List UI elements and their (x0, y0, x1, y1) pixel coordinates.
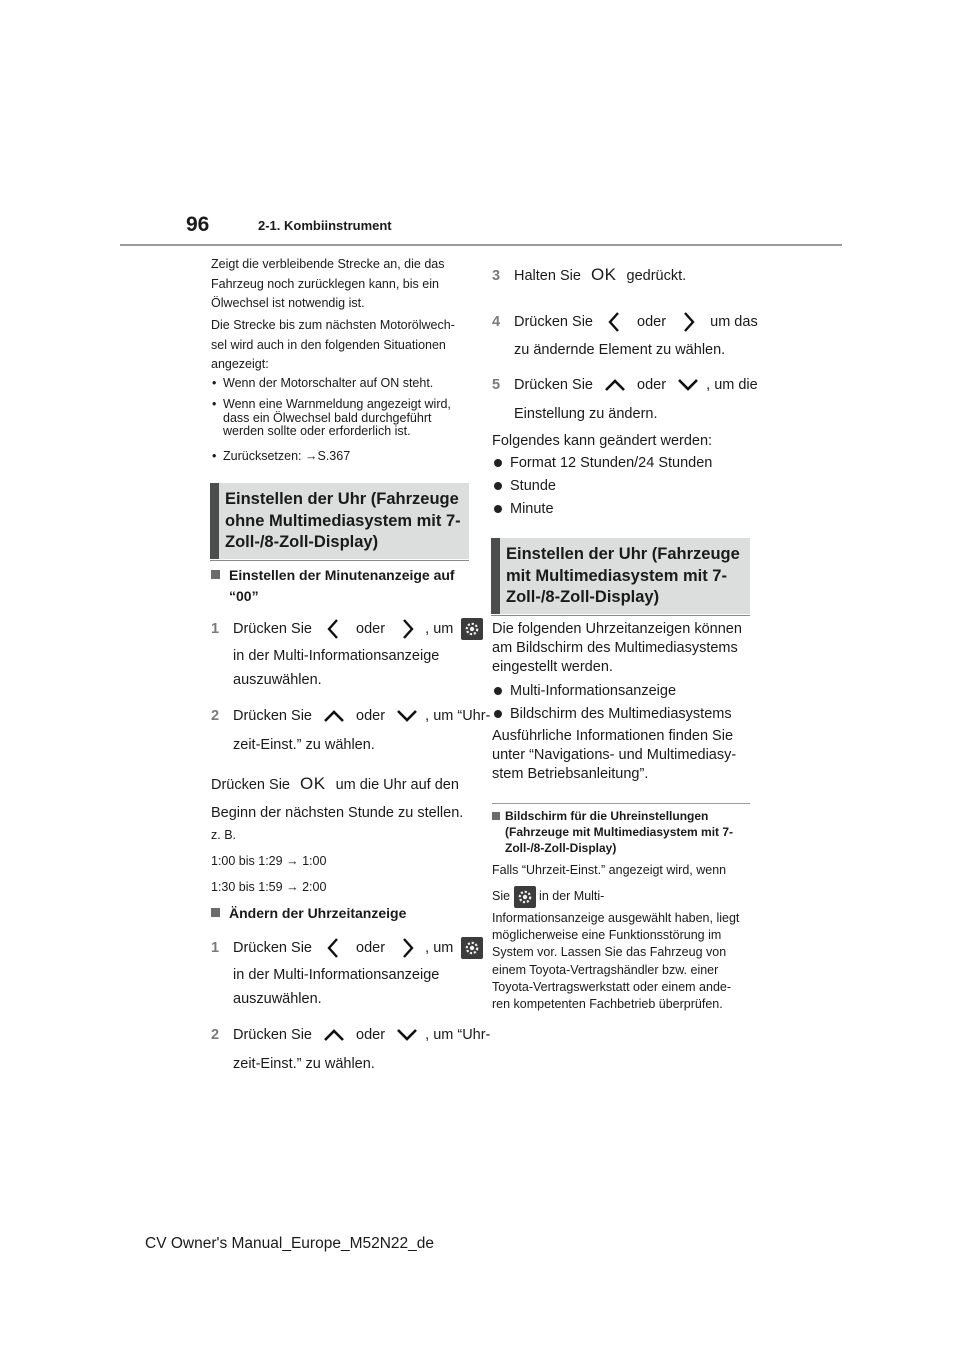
step-4-continuation: zu ändernde Element zu wählen. (514, 342, 726, 358)
chevron-right-icon (395, 617, 419, 641)
gear-icon (461, 937, 483, 959)
intro-paragraph: Zeigt die verbleibende Strecke an, die das Fahrzeug noch zurücklegen kann, bis ein Ölwechsel ist notwendig ist. (211, 257, 445, 310)
chevron-down-icon (395, 708, 419, 724)
gear-icon (461, 618, 483, 640)
arrow-icon: → (286, 880, 299, 894)
situations-paragraph: Die Strecke bis zum nächsten Motorölwech- sel wird auch in den folgenden Situationen angezeigt: (211, 318, 455, 371)
chevron-up-icon (603, 377, 627, 393)
section-label: 2-1. Kombiinstrument (258, 218, 392, 233)
note-paragraph: Informationsanzeige ausgewählt haben, liegt möglicherweise eine Funktionsstörung im System vor. Lassen Sie das Fahrzeug von einem Toyota-Vertragshändler bzw. einer Toyota-Vertragswerkstatt oder einem ande- ren kompetenten Fachbetrieb überprüfen. (492, 911, 740, 1012)
step-2: 2 Drücken Sie oder , um “Uhr- (211, 708, 491, 724)
chevron-right-icon (676, 310, 700, 334)
subheading: Bildschirm für die Uhreinstellungen (Fahrzeuge mit Multimediasystem mit 7- Zoll-/8-Zoll-Display) (492, 808, 754, 856)
chevron-up-icon (322, 708, 346, 724)
note-line: Falls “Uhrzeit-Einst.” angezeigt wird, wenn (492, 863, 727, 877)
changeable-intro: Folgendes kann geändert werden: (492, 433, 713, 449)
section-heading: Einstellen der Uhr (Fahrzeuge mit Multimediasystem mit 7- Zoll-/8-Zoll-Display) (491, 538, 750, 614)
note-line: Sie in der Multi- (492, 884, 757, 908)
ok-instruction-continuation: Beginn der nächsten Stunde zu stellen. (211, 805, 464, 821)
list-item: Stunde (492, 476, 556, 496)
divider (492, 803, 750, 804)
bullet-item: • Zurücksetzen: →S.367 (211, 450, 469, 464)
step-1-continuation: auszuwählen. (233, 991, 322, 1007)
page-number: 96 (186, 213, 210, 236)
example-line: 1:30 bis 1:59 → 2:00 (211, 880, 327, 894)
list-item: Format 12 Stunden/24 Stunden (492, 453, 712, 473)
square-bullet-icon (211, 570, 220, 579)
step-1-continuation: in der Multi-Informationsanzeige (233, 967, 440, 983)
ok-instruction: Drücken Sie OK um die Uhr auf den (211, 774, 459, 793)
chevron-left-icon (322, 617, 346, 641)
step-3: 3 Halten Sie OK gedrückt. (492, 265, 687, 284)
chevron-up-icon (322, 1027, 346, 1043)
multimedia-paragraph: Die folgenden Uhrzeitanzeigen können am Bildschirm des Multimediasystems eingestellt werden. (492, 621, 742, 675)
bullet-item: • Wenn der Motorschalter auf ON steht. (211, 377, 469, 391)
square-bullet-icon (211, 908, 220, 917)
page-reference-link[interactable]: S.367 (317, 449, 351, 463)
list-item: Minute (492, 499, 554, 519)
step-5: 5 Drücken Sie oder , um die (492, 377, 758, 393)
section-heading: Einstellen der Uhr (Fahrzeuge ohne Multimediasystem mit 7- Zoll-/8-Zoll-Display) (210, 483, 469, 559)
step-5-continuation: Einstellung zu ändern. (514, 406, 658, 422)
subheading: Ändern der Uhrzeitanzeige (211, 903, 473, 924)
header-rule (120, 244, 842, 246)
step-1-continuation: auszuwählen. (233, 672, 322, 688)
step-2-continuation: zeit-Einst.” zu wählen. (233, 737, 375, 753)
step-4: 4 Drücken Sie oder um das (492, 310, 758, 334)
ok-icon: OK (300, 774, 326, 793)
step-1: 1 Drücken Sie oder , um (211, 617, 483, 641)
ok-icon: OK (590, 265, 617, 284)
step-1: 1 Drücken Sie oder , um (211, 936, 483, 960)
gear-icon (514, 886, 536, 908)
list-item: Bildschirm des Multimediasystems (492, 704, 732, 724)
chevron-left-icon (603, 310, 627, 334)
example-label: z. B. (211, 828, 237, 842)
subheading: Einstellen der Minutenanzeige auf “00” (211, 565, 473, 607)
step-1-continuation: in der Multi-Informationsanzeige (233, 648, 440, 664)
chevron-down-icon (676, 377, 700, 393)
footer-label: CV Owner's Manual_Europe_M52N22_de (145, 1235, 435, 1252)
square-bullet-icon (492, 812, 500, 820)
bullet-item: • Wenn eine Warnmeldung angezeigt wird, dass ein Ölwechsel bald durchgeführt werden sollte oder erforderlich ist. (211, 398, 469, 439)
arrow-icon: → (286, 854, 299, 868)
step-2-continuation: zeit-Einst.” zu wählen. (233, 1056, 375, 1072)
chevron-left-icon (322, 936, 346, 960)
step-2: 2 Drücken Sie oder , um “Uhr- (211, 1027, 491, 1043)
chevron-down-icon (395, 1027, 419, 1043)
example-line: 1:00 bis 1:29 → 1:00 (211, 854, 327, 868)
chevron-right-icon (395, 936, 419, 960)
arrow-icon: → (304, 449, 318, 463)
list-item: Multi-Informationsanzeige (492, 681, 676, 701)
reference-paragraph: Ausführliche Informationen finden Sie unter “Navigations- und Multimediasy- stem Betriebsanleitung”. (492, 728, 737, 782)
